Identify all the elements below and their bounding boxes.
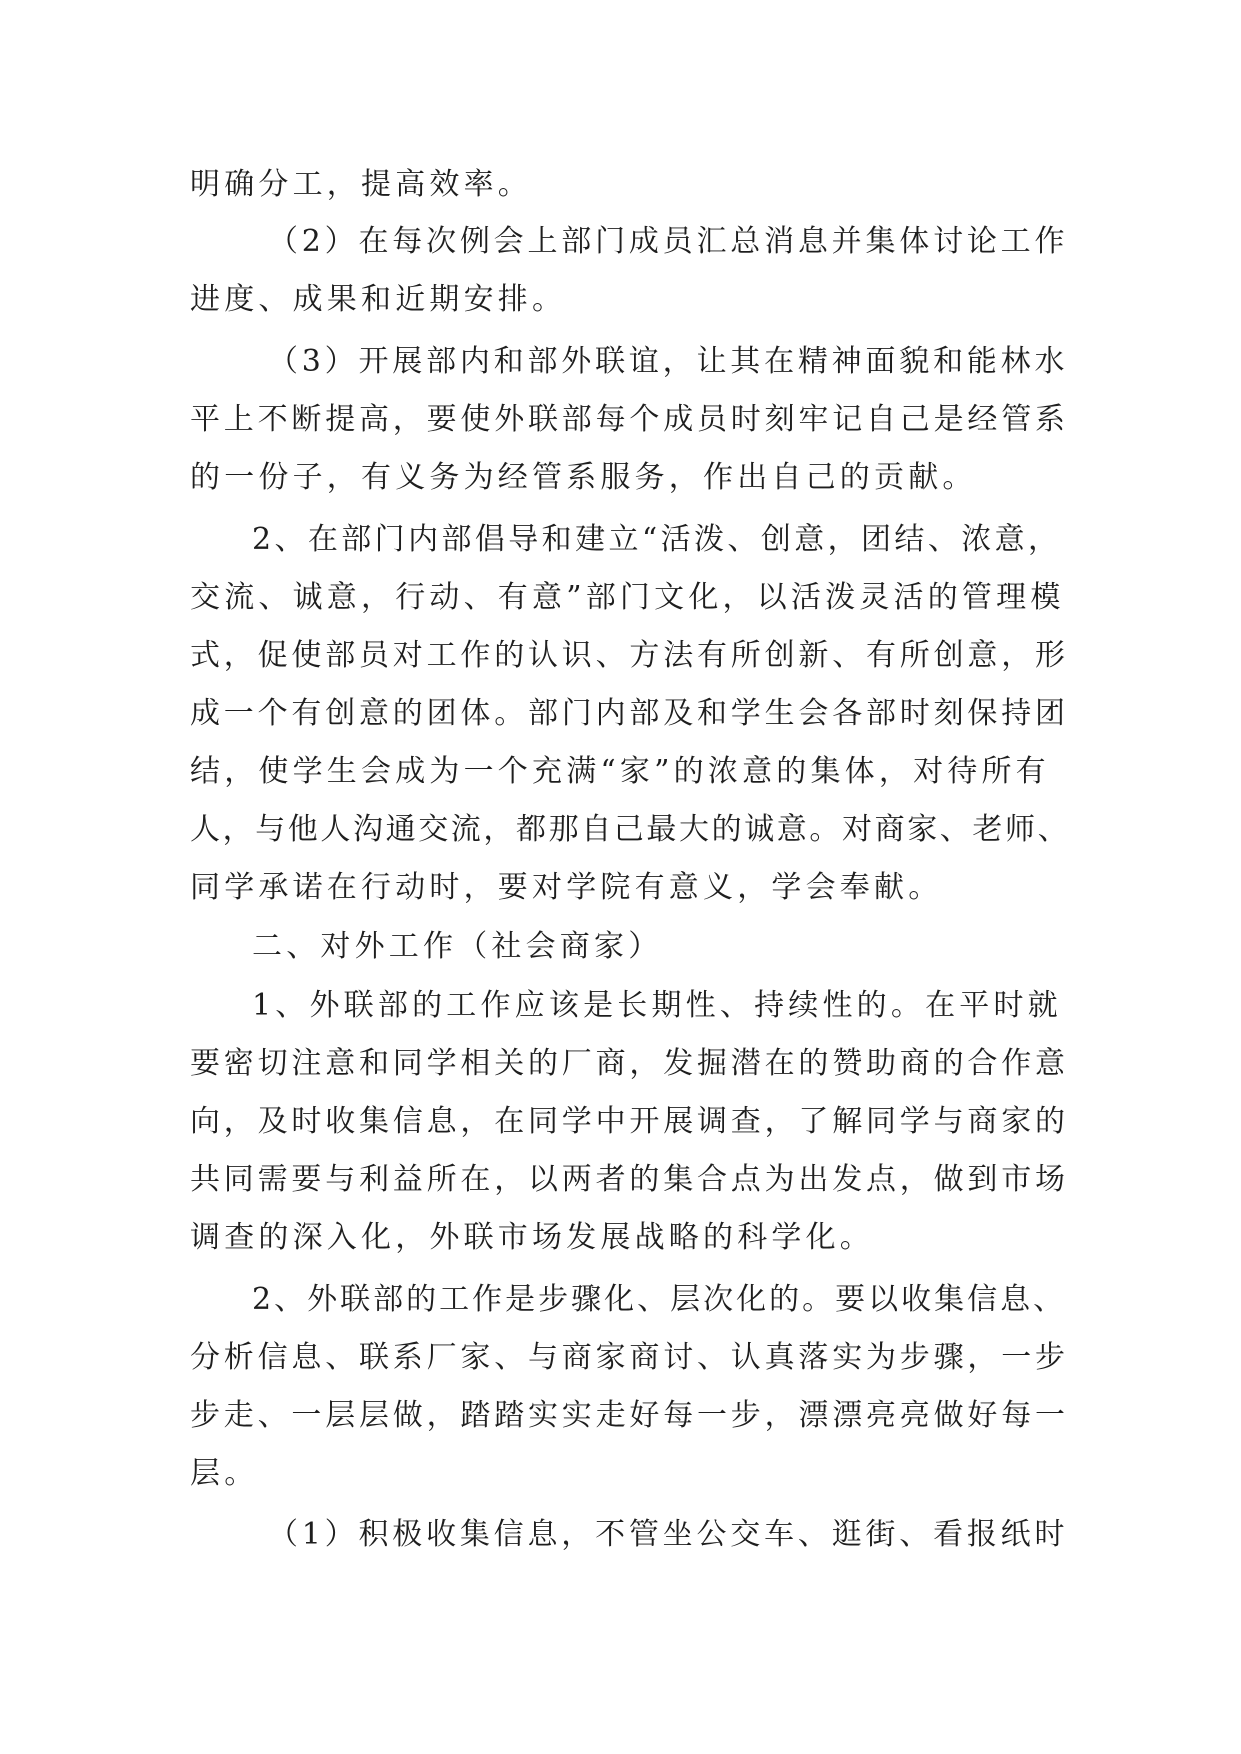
- text-line: 2、在部门内部倡导和建立“活泼、创意，团结、浓意，: [252, 522, 1062, 557]
- text-line: 共同需要与利益所在，以两者的集合点为出发点，做到市场: [190, 1162, 1069, 1197]
- text-line: （3）开展部内和部外联谊，让其在精神面貌和能林水: [268, 344, 1069, 379]
- text-line: 层。: [190, 1456, 259, 1491]
- text-line: 调查的深入化，外联市场发展战略的科学化。: [190, 1220, 874, 1255]
- text-line: 成一个有创意的团体。部门内部及和学生会各部时刻保持团: [190, 696, 1069, 731]
- text-line: 同学承诺在行动时，要对学院有意义，学会奉献。: [190, 870, 943, 905]
- text-line: 人，与他人沟通交流，都那自己最大的诚意。对商家、老师、: [190, 812, 1071, 847]
- text-line: 步走、一层层做，踏踏实实走好每一步，漂漂亮亮做好每一: [190, 1398, 1069, 1433]
- text-line: 要密切注意和同学相关的厂商，发掘潜在的赞助商的合作意: [190, 1046, 1069, 1081]
- text-line: 平上不断提高，要使外联部每个成员时刻牢记自己是经管系: [190, 402, 1069, 437]
- section-heading: 二、对外工作（社会商家）: [252, 929, 663, 964]
- text-line: 明确分工，提高效率。: [190, 167, 532, 202]
- text-line: 式，促使部员对工作的认识、方法有所创新、有所创意，形: [190, 638, 1069, 673]
- text-line: 1、外联部的工作应该是长期性、持续性的。在平时就: [252, 988, 1062, 1023]
- text-line: 的一份子，有义务为经管系服务，作出自己的贡献。: [190, 460, 977, 495]
- text-line: 2、外联部的工作是步骤化、层次化的。要以收集信息、: [252, 1282, 1067, 1317]
- text-line: （1）积极收集信息，不管坐公交车、逛街、看报纸时: [268, 1517, 1069, 1552]
- text-line: （2）在每次例会上部门成员汇总消息并集体讨论工作: [268, 224, 1069, 259]
- text-line: 向，及时收集信息，在同学中开展调查，了解同学与商家的: [190, 1104, 1069, 1139]
- text-line: 进度、成果和近期安排。: [190, 282, 567, 317]
- text-line: 分析信息、联系厂家、与商家商讨、认真落实为步骤，一步: [190, 1340, 1069, 1375]
- text-line: 交流、诚意，行动、有意”部门文化，以活泼灵活的管理模: [190, 580, 1065, 615]
- text-line: 结，使学生会成为一个充满“家”的浓意的集体，对待所有: [190, 754, 1050, 789]
